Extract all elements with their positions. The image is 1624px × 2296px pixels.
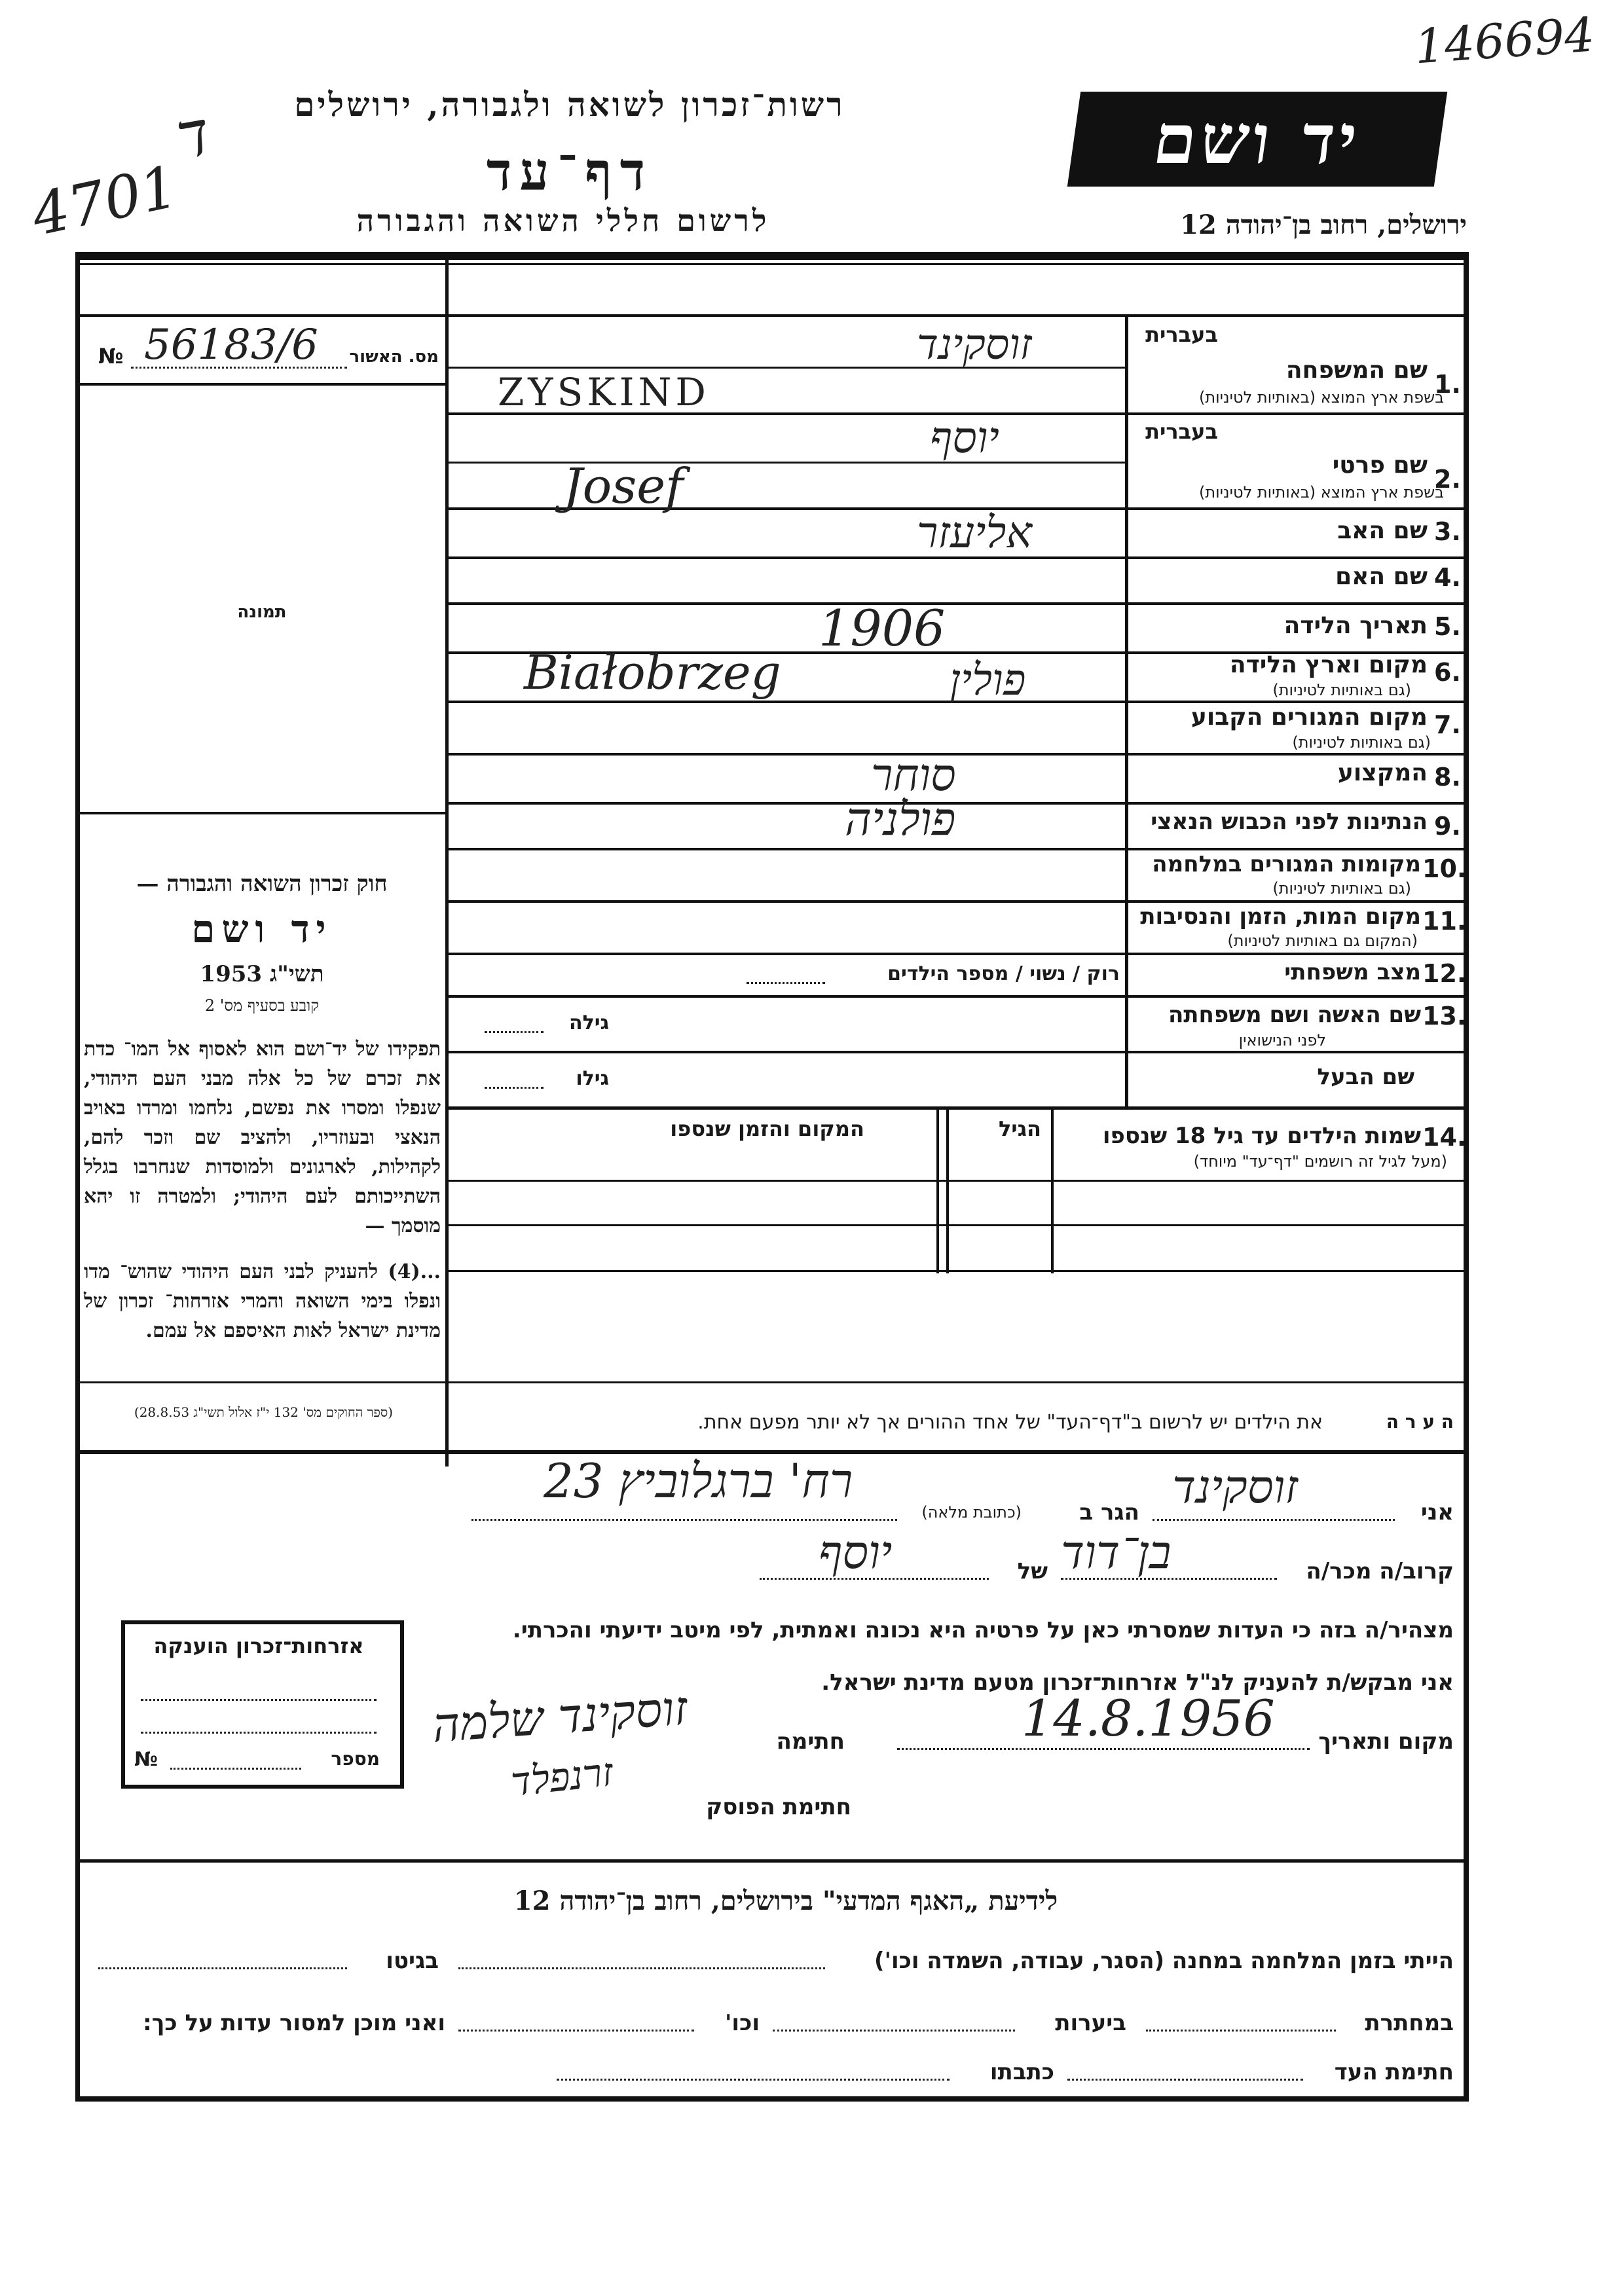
citizenship-number-label: מספר bbox=[331, 1748, 380, 1770]
field-12-label: מצב משפחתי bbox=[1284, 959, 1421, 985]
law-section: קובע בסעיף מס' 2 bbox=[204, 996, 320, 1015]
signature-label: חתימה bbox=[776, 1728, 845, 1755]
field-11-number: 11. bbox=[1422, 907, 1467, 936]
declaration-address[interactable]: רח' ברגלוביץ 23 bbox=[544, 1453, 853, 1508]
left-col-photo-line bbox=[79, 812, 447, 814]
footer-camp-label: הייתי בזמן המלחמה במחנה (הסגר, עבודה, השמדה וכו') bbox=[874, 1948, 1454, 1974]
declaration-of-line bbox=[760, 1578, 989, 1580]
footer-etc-label: וכו' bbox=[724, 2010, 760, 2036]
footer-testify-label: ואני מוכן למסור עדות על כך: bbox=[143, 2010, 445, 2036]
children-bottom-line bbox=[79, 1381, 1467, 1383]
field-1-sub: בשפת ארץ המוצא (באותיות לטיניות) bbox=[1199, 388, 1444, 407]
field-14-number: 14. bbox=[1422, 1123, 1467, 1152]
frame-top-inner bbox=[75, 263, 1469, 265]
declaration-relation-line bbox=[1061, 1578, 1277, 1580]
field-12-number: 12. bbox=[1422, 959, 1467, 988]
field-2-label: שם פרטי bbox=[1332, 452, 1428, 479]
declaration-of-label: של bbox=[1017, 1558, 1048, 1584]
field-10-number: 10. bbox=[1422, 854, 1467, 883]
label-col-border bbox=[1125, 314, 1128, 1110]
row-line-11 bbox=[447, 953, 1466, 955]
field-8-label: המקצוע bbox=[1337, 759, 1428, 786]
footer-camp-line[interactable] bbox=[458, 1967, 825, 1969]
declaration-relative-label: קרוב/ה מכר/ה bbox=[1306, 1558, 1454, 1584]
field-6-number: 6. bbox=[1434, 658, 1461, 687]
decider-signature: זרנפלד bbox=[508, 1749, 616, 1806]
field-13-label: שם האשה ושם משפחתה bbox=[1168, 1002, 1421, 1028]
citizenship-no-sign: № bbox=[134, 1748, 158, 1771]
footer-address-line[interactable] bbox=[557, 2079, 950, 2081]
declaration-of-name[interactable]: יוסף bbox=[819, 1525, 893, 1579]
footer-title: לידיעת „האגף המדעי" בירושלים, רחוב בן־יהודה 12 bbox=[513, 1886, 1058, 1916]
left-col-approval-line bbox=[79, 383, 447, 386]
footer-forests-line[interactable] bbox=[773, 2030, 1015, 2032]
field-1-number: 1. bbox=[1434, 370, 1461, 399]
field-13-number: 13. bbox=[1422, 1002, 1467, 1030]
approval-no-sign: № bbox=[98, 344, 124, 369]
law-name: יד ושם bbox=[191, 907, 333, 951]
row-line-12 bbox=[447, 995, 1466, 998]
form-subtitle: לרשום חללי השואה והגבורה bbox=[356, 203, 770, 238]
declaration-request: אני מבקש/ת להעניק לנ"ל אזרחות־זכרון מטעם מדינת ישראל. bbox=[821, 1669, 1454, 1696]
field-2-number: 2. bbox=[1434, 465, 1461, 494]
note-text: את הילדים יש לרשום ב"דף־העד" של אחד ההורים אך לא יותר מפעם אחת. bbox=[697, 1411, 1323, 1434]
field-13-husband-age-line[interactable] bbox=[485, 1087, 544, 1089]
field-6-value-latin[interactable]: Białobrzeg bbox=[524, 645, 781, 700]
row-line-9 bbox=[447, 848, 1466, 850]
field-3-value[interactable]: אליעזר bbox=[917, 507, 1032, 558]
field-13-sub: לפני הנישואין bbox=[1238, 1031, 1326, 1049]
row-line-14 bbox=[447, 1106, 1466, 1110]
field-10-label: מקומות המגורים במלחמה bbox=[1152, 851, 1421, 877]
header-address: ירושלים, רחוב בן־יהודה 12 bbox=[1180, 210, 1467, 240]
declaration-name-line bbox=[1153, 1519, 1395, 1521]
law-title: חוק זכרון השואה והגבורה — bbox=[136, 871, 388, 897]
children-row-line-2 bbox=[447, 1270, 1466, 1272]
field-3-number: 3. bbox=[1434, 517, 1461, 546]
file-number: 4701 bbox=[26, 152, 184, 249]
declaration-name[interactable]: זוסקינד bbox=[1172, 1460, 1298, 1514]
law-text-1: תפקידו של יד־ושם הוא לאסוף אל המו־ כדת את זכרם של כל אלה מבני העם היהודי, שנפלו ומסרו את נפשם, נלחמו ומרדו באויב הנאצי ובעוזריו, ולהציב שם וזכר להם, לקהילות, לארגונים ולמוסדות שנחרבו בגלל השתייכותם לעם היהודי; ולמטרה זו יהא מוסמך — bbox=[84, 1038, 441, 1237]
field-1-value-hebrew[interactable]: זוסקינד bbox=[917, 321, 1032, 369]
field-11-label: מקום המות, הזמן והנסיבות bbox=[1140, 903, 1421, 930]
row-line-8 bbox=[447, 802, 1466, 805]
footer-etc-line[interactable] bbox=[458, 2030, 694, 2032]
logo-text: יד ושם bbox=[1149, 99, 1366, 179]
place-date-line bbox=[897, 1748, 1310, 1750]
footer-divider bbox=[79, 1859, 1467, 1863]
signature[interactable]: זוסקינד שלמה bbox=[430, 1680, 690, 1753]
field-9-number: 9. bbox=[1434, 812, 1461, 841]
left-col-header-line bbox=[79, 314, 447, 317]
field-7-label: מקום המגורים הקבוע bbox=[1190, 704, 1428, 731]
archive-number: 146694 bbox=[1412, 7, 1596, 75]
declaration-i: אני bbox=[1420, 1499, 1454, 1525]
law-text-2: ...(4) להעניק לבני העם היהודי שהוש־ מדו ונפלו בימי השואה והמרי אזרחות־ זכרון של מדינת ישראל לאות האיספם אל עמם. bbox=[84, 1260, 441, 1342]
frame-bottom bbox=[75, 2096, 1469, 2102]
children-col-1 bbox=[1051, 1106, 1054, 1273]
frame-top bbox=[75, 252, 1469, 260]
footer-address-label: כתבתו bbox=[989, 2059, 1054, 2085]
approval-number: 56183/6 bbox=[144, 321, 318, 369]
approval-label: מס. האשור bbox=[349, 347, 439, 367]
top-row-line bbox=[447, 314, 1466, 317]
children-label: שמות הילדים עד גיל 18 שנספו bbox=[1102, 1123, 1421, 1149]
field-5-label: תאריך הלידה bbox=[1283, 612, 1428, 639]
field-7-number: 7. bbox=[1434, 710, 1461, 739]
left-col-border bbox=[445, 255, 449, 1467]
children-col-3 bbox=[936, 1106, 939, 1273]
children-sub: (מעל לגיל זה רושמים "דף־עד" מיוחד) bbox=[1193, 1152, 1447, 1171]
field-4-number: 4. bbox=[1434, 563, 1461, 592]
declaration-statement: מצהיר/ה בזה כי העדות שמסרתי כאן על פרטיה היא נכונה ואמתית, לפי מיטב ידיעתי והכרתי. bbox=[512, 1617, 1454, 1643]
place-date[interactable]: 14.8.1956 bbox=[1022, 1689, 1275, 1747]
row-line-4 bbox=[447, 602, 1466, 605]
field-9-value[interactable]: פולניה bbox=[845, 792, 956, 846]
field-13-wife-age-line[interactable] bbox=[485, 1031, 544, 1033]
declaration-resides: הגר ב bbox=[1079, 1499, 1139, 1525]
row-line-7 bbox=[447, 753, 1466, 756]
field-2-value-latin[interactable]: Josef bbox=[563, 458, 684, 515]
law-source: (ספר החוקים מס' 132 י"ז אלול תשי"ג 28.8.53) bbox=[134, 1404, 394, 1420]
field-13-wife-age-label: גילה bbox=[569, 1011, 609, 1034]
row-line-2a bbox=[447, 462, 1126, 464]
photo-label: תמונה bbox=[237, 602, 287, 622]
field-3-label: שם האב bbox=[1337, 517, 1428, 544]
children-row-line-1 bbox=[447, 1224, 1466, 1226]
frame-left bbox=[75, 252, 80, 2102]
children-col-2 bbox=[946, 1106, 949, 1273]
citizenship-line-1 bbox=[141, 1699, 377, 1701]
children-header-line bbox=[447, 1180, 1466, 1182]
yad-vashem-logo bbox=[1067, 92, 1447, 187]
field-5-value[interactable]: 1906 bbox=[819, 599, 946, 657]
field-1-hebrew-tag: בעברית bbox=[1145, 322, 1218, 347]
row-line-10 bbox=[447, 900, 1466, 903]
declaration-address-line bbox=[471, 1519, 897, 1521]
authority-name: רשות־זכרון לשואה ולגבורה, ירושלים bbox=[294, 85, 845, 124]
footer-witness-signature-label: חתימת העד bbox=[1334, 2059, 1454, 2085]
footer-forests-label: ביערות bbox=[1055, 2010, 1126, 2036]
field-12-children-line[interactable] bbox=[747, 982, 825, 984]
place-date-label: מקום ותאריך bbox=[1318, 1728, 1454, 1755]
children-col-place: המקום והזמן שנספו bbox=[670, 1116, 864, 1141]
field-5-number: 5. bbox=[1434, 612, 1461, 641]
field-7-sub: (גם באותיות לטיניות) bbox=[1292, 733, 1431, 752]
field-2-value-hebrew[interactable]: יוסף bbox=[930, 412, 999, 463]
field-10-sub: (גם באותיות לטיניות) bbox=[1272, 879, 1411, 898]
footer-ghetto-label: בגיטו bbox=[386, 1948, 439, 1974]
law-year: תשי"ג 1953 bbox=[200, 961, 324, 987]
field-13-husband-label: שם הבעל bbox=[1317, 1064, 1414, 1090]
row-line-13 bbox=[447, 1051, 1466, 1053]
field-4-label: שם האם bbox=[1335, 563, 1428, 590]
footer-underground-line[interactable] bbox=[1146, 2030, 1336, 2032]
form-title: דף־עד bbox=[486, 141, 654, 202]
children-col-age: הגיל bbox=[998, 1116, 1041, 1141]
approval-line bbox=[131, 367, 347, 369]
field-8-value[interactable]: סוחר bbox=[871, 750, 956, 801]
footer-underground-label: במחתרת bbox=[1365, 2010, 1454, 2036]
declaration-address-note: (כתובת מלאה) bbox=[921, 1503, 1022, 1522]
field-9-label: הנתינות לפני הכבוש הנאצי bbox=[1151, 809, 1428, 835]
field-13-husband-age-label: גילו bbox=[576, 1067, 609, 1090]
field-6-value-hebrew[interactable]: פולין bbox=[950, 655, 1026, 705]
note-label: ה ע ר ה bbox=[1386, 1411, 1454, 1432]
citizenship-number-line bbox=[170, 1768, 301, 1770]
field-6-sub: (גם באותיות לטיניות) bbox=[1272, 681, 1411, 699]
citizenship-title: אזרחות־זכרון הוענקה bbox=[153, 1633, 364, 1658]
frame-right bbox=[1464, 252, 1469, 2102]
field-2-sub: בשפת ארץ המוצא (באותיות לטיניות) bbox=[1199, 483, 1444, 501]
field-1-label: שם המשפחה bbox=[1285, 357, 1428, 384]
citizenship-line-2 bbox=[141, 1732, 377, 1734]
field-8-number: 8. bbox=[1434, 763, 1461, 792]
field-12-options: רוק / נשוי / מספר הילדים bbox=[887, 962, 1120, 985]
decider-label: חתימת הפוסק bbox=[706, 1794, 851, 1820]
field-1-value-latin[interactable]: ZYSKIND bbox=[498, 370, 710, 414]
declaration-relation[interactable]: בן־דוד bbox=[1061, 1525, 1172, 1579]
file-code: ד bbox=[170, 96, 215, 174]
field-11-sub: (המקום גם באותיות לטיניות) bbox=[1227, 932, 1418, 950]
field-6-label: מקום וארץ הלידה bbox=[1229, 651, 1428, 678]
footer-witness-signature-line[interactable] bbox=[1067, 2079, 1303, 2081]
field-2-hebrew-tag: בעברית bbox=[1145, 419, 1218, 444]
footer-ghetto-line[interactable] bbox=[98, 1967, 347, 1969]
